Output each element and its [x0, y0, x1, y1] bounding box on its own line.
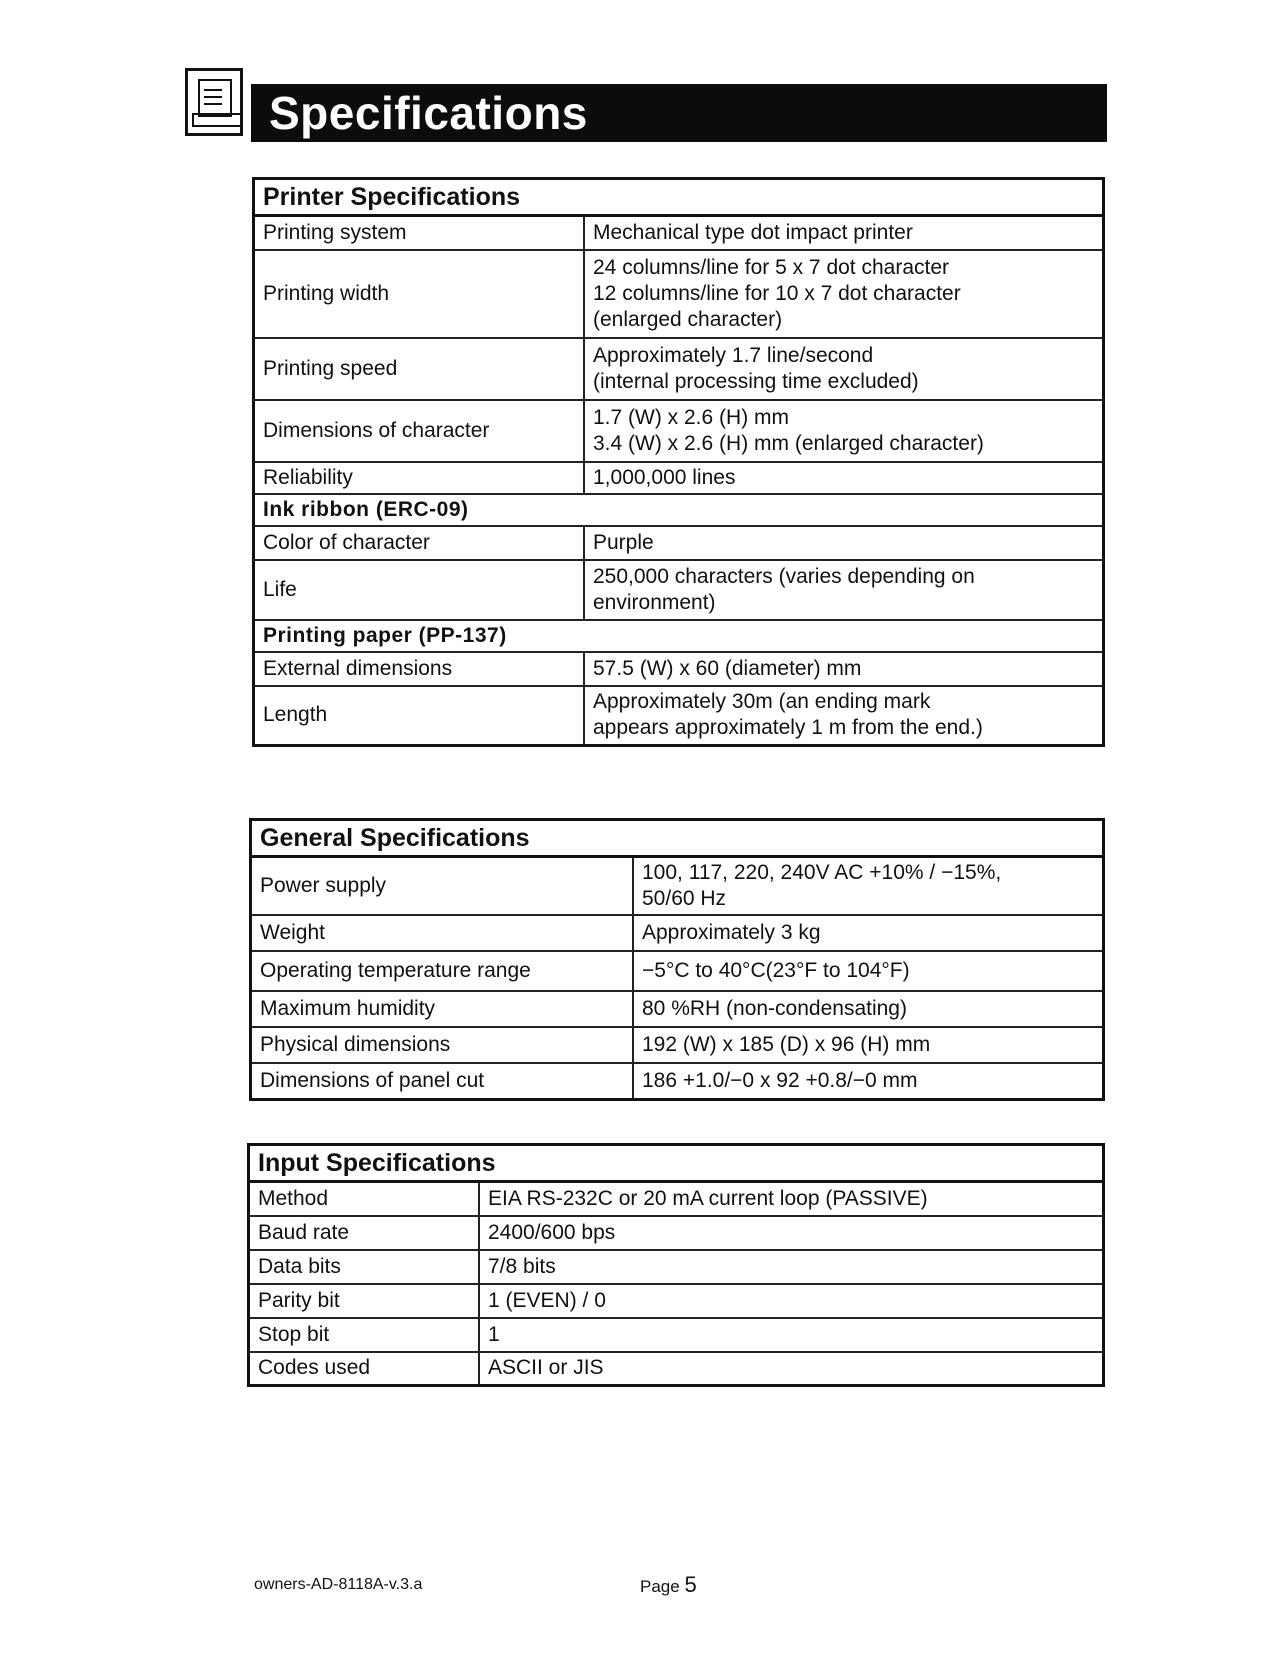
row-value: 80 %RH (non-condensating) — [633, 991, 1104, 1027]
row-label: Baud rate — [249, 1216, 480, 1250]
page-header — [185, 66, 1107, 144]
row-value: Approximately 1.7 line/second (internal processing time excluded) — [584, 338, 1104, 400]
row-label: Data bits — [249, 1250, 480, 1284]
row-label: Stop bit — [249, 1318, 480, 1352]
row-value: Mechanical type dot impact printer — [584, 216, 1104, 250]
row-value: 7/8 bits — [479, 1250, 1104, 1284]
table-row — [254, 560, 1104, 620]
table-row — [249, 1182, 1104, 1216]
table-row — [251, 951, 1104, 991]
table-title: Printer Specifications — [254, 179, 1104, 216]
row-value: 1 (EVEN) / 0 — [479, 1284, 1104, 1318]
row-value: 1 — [479, 1318, 1104, 1352]
table-title: General Specifications — [251, 820, 1104, 857]
row-label: Color of character — [254, 526, 585, 560]
row-label: Life — [254, 560, 585, 620]
table-row — [251, 1063, 1104, 1099]
table-row — [254, 462, 1104, 494]
table-row — [251, 991, 1104, 1027]
row-value: 2400/600 bps — [479, 1216, 1104, 1250]
table-title: Input Specifications — [249, 1145, 1104, 1182]
row-label: Codes used — [249, 1352, 480, 1386]
document-id: owners-AD-8118A-v.3.a — [254, 1576, 423, 1593]
row-label: Reliability — [254, 462, 585, 494]
table-row — [254, 216, 1104, 250]
table-row — [254, 652, 1104, 686]
row-value: 24 columns/line for 5 x 7 dot character 12 columns/line for 10 x 7 dot character (enlarged character) — [584, 250, 1104, 338]
row-value: Approximately 3 kg — [633, 915, 1104, 951]
row-value: 192 (W) x 185 (D) x 96 (H) mm — [633, 1027, 1104, 1063]
table-row — [249, 1284, 1104, 1318]
section-title-ink-ribbon: Ink ribbon (ERC-09) — [254, 494, 1104, 526]
general-specifications-table — [249, 818, 1105, 1101]
row-value: Purple — [584, 526, 1104, 560]
row-label: Physical dimensions — [251, 1027, 634, 1063]
table-row — [251, 1027, 1104, 1063]
table-row — [249, 1250, 1104, 1284]
page-number — [640, 1572, 697, 1598]
row-label: Printing speed — [254, 338, 585, 400]
table-row — [249, 1352, 1104, 1386]
input-specifications-table — [247, 1143, 1105, 1387]
page-title: Specifications — [269, 87, 588, 139]
section-title-printing-paper: Printing paper (PP-137) — [254, 620, 1104, 652]
row-label: Operating temperature range — [251, 951, 634, 991]
table-row — [249, 1216, 1104, 1250]
row-label: Dimensions of panel cut — [251, 1063, 634, 1099]
table-row — [254, 250, 1104, 338]
row-value: 100, 117, 220, 240V AC +10% / −15%, 50/60 Hz — [633, 857, 1104, 916]
row-label: Printing system — [254, 216, 585, 250]
row-value: −5°C to 40°C(23°F to 104°F) — [633, 951, 1104, 991]
table-row — [249, 1318, 1104, 1352]
table-row — [251, 915, 1104, 951]
row-value: ASCII or JIS — [479, 1352, 1104, 1386]
row-value: EIA RS-232C or 20 mA current loop (PASSIVE) — [479, 1182, 1104, 1216]
table-row — [251, 857, 1104, 916]
row-value: Approximately 30m (an ending mark appears approximately 1 m from the end.) — [584, 686, 1104, 746]
page-label: Page — [640, 1577, 680, 1596]
printer-specifications-table — [252, 177, 1105, 747]
row-label: Weight — [251, 915, 634, 951]
notepad-icon — [185, 68, 243, 136]
row-label: Printing width — [254, 250, 585, 338]
table-row — [254, 400, 1104, 462]
table-row — [254, 526, 1104, 560]
row-label: Dimensions of character — [254, 400, 585, 462]
row-label: Parity bit — [249, 1284, 480, 1318]
row-value: 57.5 (W) x 60 (diameter) mm — [584, 652, 1104, 686]
table-row — [254, 686, 1104, 746]
row-label: Method — [249, 1182, 480, 1216]
row-value: 1.7 (W) x 2.6 (H) mm 3.4 (W) x 2.6 (H) mm (enlarged character) — [584, 400, 1104, 462]
row-value: 250,000 characters (varies depending on environment) — [584, 560, 1104, 620]
row-label: Length — [254, 686, 585, 746]
row-label: External dimensions — [254, 652, 585, 686]
title-bar — [251, 84, 1107, 142]
row-value: 186 +1.0/−0 x 92 +0.8/−0 mm — [633, 1063, 1104, 1099]
page-number-value: 5 — [684, 1572, 697, 1597]
row-label: Maximum humidity — [251, 991, 634, 1027]
row-value: 1,000,000 lines — [584, 462, 1104, 494]
table-row — [254, 338, 1104, 400]
row-label: Power supply — [251, 857, 634, 916]
